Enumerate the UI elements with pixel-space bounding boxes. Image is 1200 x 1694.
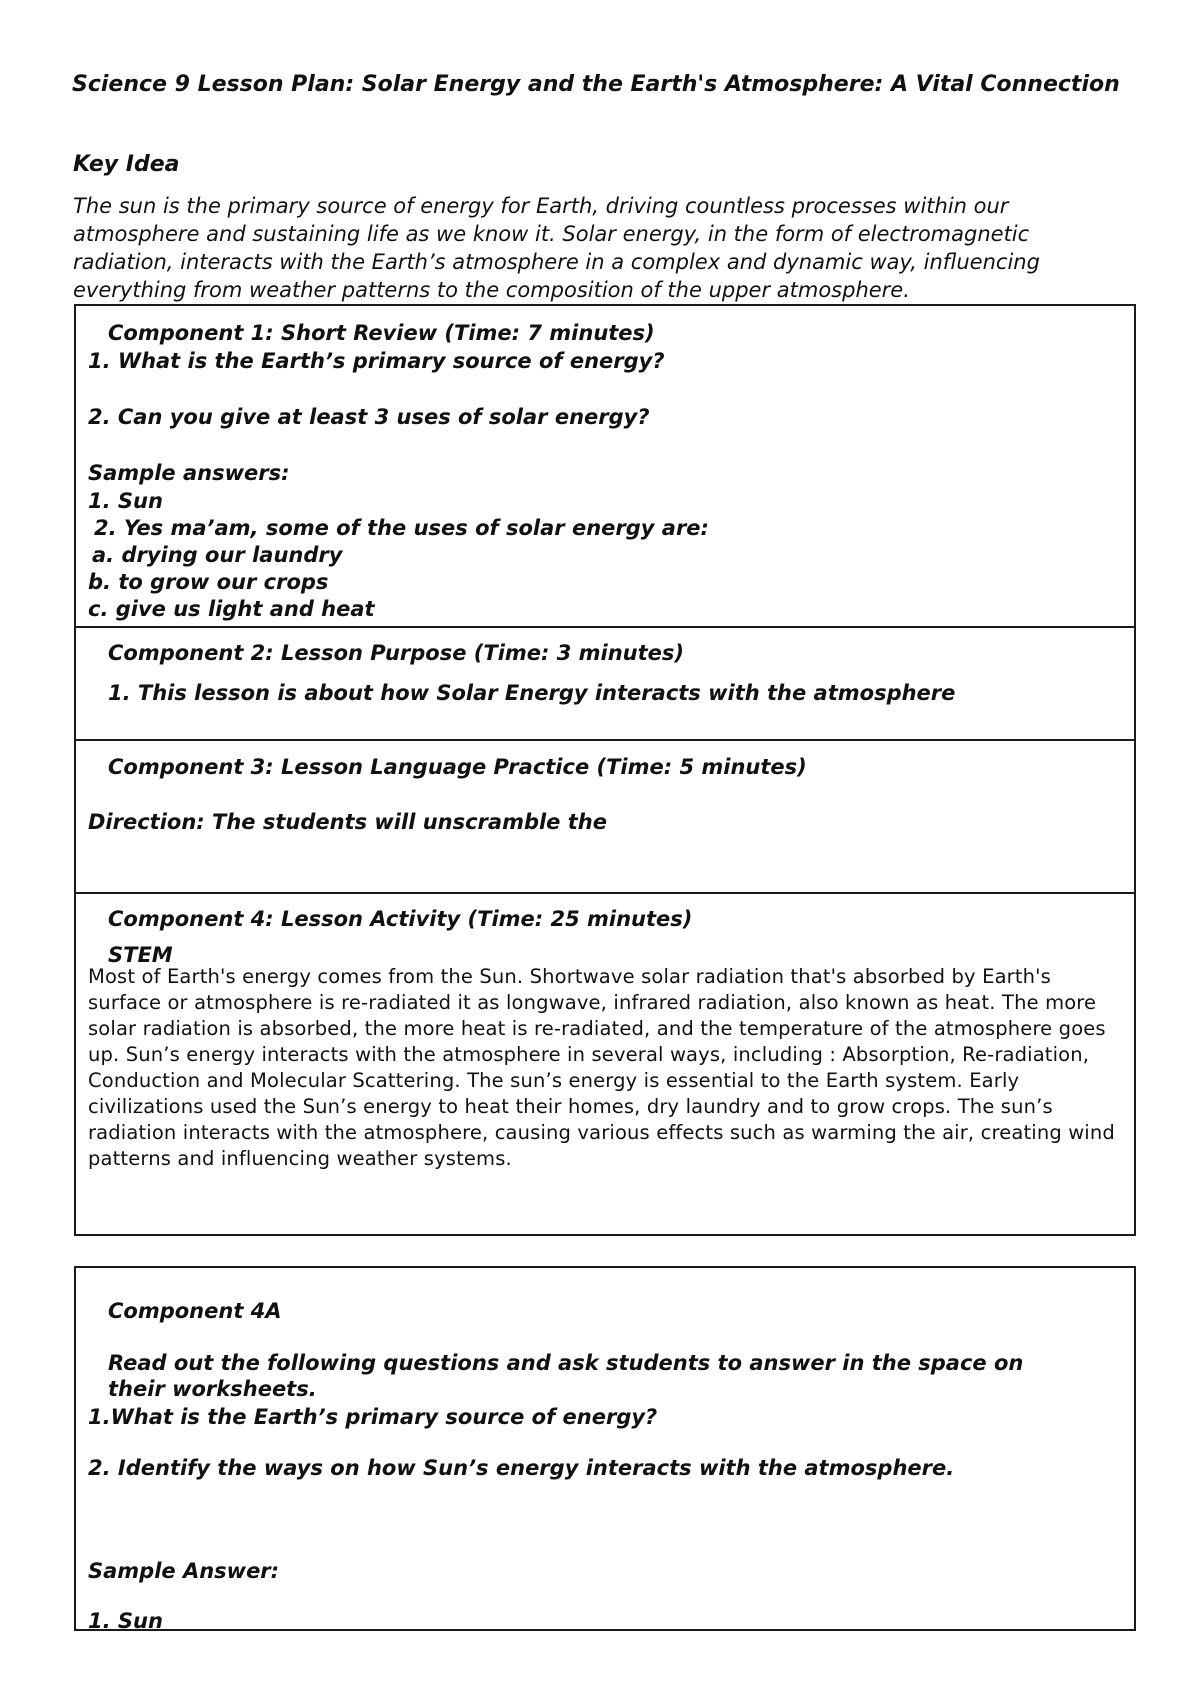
component-1-answer-2a: a. drying our laundry: [92, 543, 343, 567]
component-1-question-2: 2. Can you give at least 3 uses of solar energy?: [88, 405, 650, 429]
component-1-question-1: 1. What is the Earth’s primary source of energy?: [88, 349, 665, 373]
component-4a-instruction: Read out the following questions and ask students to answer in the space on their worksheets.: [108, 1351, 1024, 1401]
component-4a-heading: Component 4A: [108, 1299, 282, 1323]
component-4a-sample-label: Sample Answer:: [88, 1559, 280, 1583]
component-2-heading: Component 2: Lesson Purpose (Time: 3 minutes): [108, 641, 685, 665]
component-1-answer-1: 1. Sun: [88, 489, 163, 513]
component-4a-question-1: 1.What is the Earth’s primary source of energy?: [88, 1405, 658, 1429]
component-1-sample-label: Sample answers:: [88, 461, 290, 485]
component-4-heading: Component 4: Lesson Activity (Time: 25 minutes): [108, 907, 693, 931]
component-1-answer-2b: b. to grow our crops: [88, 570, 329, 594]
component-2-item: 1. This lesson is about how Solar Energy interacts with the atmosphere: [108, 681, 956, 705]
component-4a-table: [74, 1266, 1136, 1631]
row-divider: [76, 739, 1134, 741]
component-4a-question-2: 2. Identify the ways on how Sun’s energy interacts with the atmosphere.: [88, 1456, 955, 1480]
document-title: Science 9 Lesson Plan: Solar Energy and the Earth's Atmosphere: A Vital Connection: [72, 72, 1120, 97]
component-1-answer-2c: c. give us light and heat: [88, 597, 375, 621]
row-divider: [76, 626, 1134, 628]
component-3-heading: Component 3: Lesson Language Practice (Time: 5 minutes): [108, 755, 807, 779]
component-1-heading: Component 1: Short Review (Time: 7 minutes): [108, 321, 655, 345]
row-divider: [76, 892, 1134, 894]
component-3-direction: Direction: The students will unscramble the: [88, 810, 607, 834]
component-1-answer-2: 2. Yes ma’am, some of the uses of solar energy are:: [94, 516, 709, 540]
component-4-body-text: Most of Earth's energy comes from the Sun. Shortwave solar radiation that's absorbed by Earth's surface or atmosphere is re-radiated it as longwave, infrared radiation, also known as heat. The more solar radiation is absorbed, the more heat is re-radiated, and the temperature of the atmosphere goes up. Sun’s energy interacts with the atmosphere in several ways, including : Absorption, Re-radiation, Conduction and Molecular Scattering. The sun’s energy is essential to the Earth system. Early civilizations used the Sun’s energy to heat their homes, dry laundry and to grow crops. The sun’s radiation interacts with the atmosphere, causing various effects such as warming the air, creating wind patterns and influencing weather systems.: [88, 965, 1115, 1170]
component-4a-answer-1: 1. Sun: [88, 1609, 163, 1633]
component-4-subheading: STEM: [108, 943, 173, 967]
key-idea-heading: Key Idea: [73, 152, 180, 177]
key-idea-text: The sun is the primary source of energy for Earth, driving countless processes within our atmosphere and sustaining life as we know it. Solar energy, in the form of electromagnetic radiation, interacts with the Earth’s atmosphere in a complex and dynamic way, influencing everything from weather patterns to the composition of the upper atmosphere.: [73, 194, 1040, 302]
lesson-components-table: [74, 304, 1136, 1236]
